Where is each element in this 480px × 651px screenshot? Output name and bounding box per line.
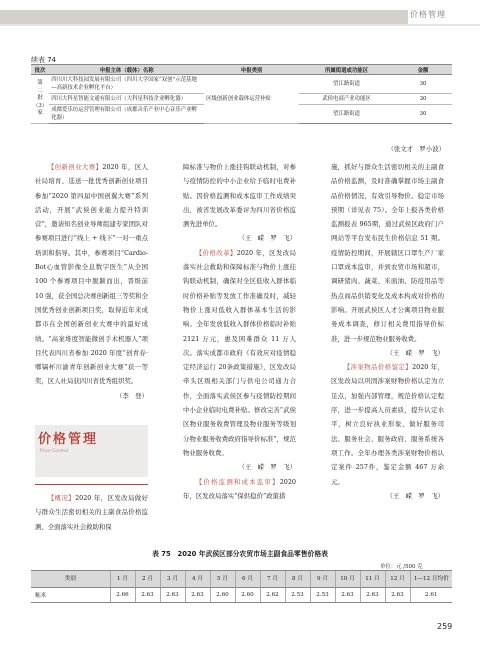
table75-value-cell: 2.63 (360, 588, 385, 603)
batch-char: 家 (37, 110, 43, 117)
article-price-appraisal (331, 360, 444, 489)
left-column-lower (35, 491, 148, 534)
table74-caption: 续表 74 (31, 56, 57, 64)
article-body: 2020 年，区人社局培育、选送一批优秀创新创业项目参加“2020 第四届中国创翼大赛”系列活动，开展“武侯创业能力提升特训营”，邀请知名创业导师组建专家团队对参赛项目进行“线上 + 线下”一对一重点培训和指导。其中，参赛项目“Cardio-Bot心血管影像全息数字医生”从全国100 个参赛项目中脱颖而出，晋级前 10 强，获全国总决赛创新组三等奖和全国优秀创业创新项目奖，取得近年来成都市在全国创新创业大赛中的最好成绩。“高案堆度智能微创手术机器人”项目代表四川省参加 2020 年度“创青春·郫镐杯川渝青年创新创业大赛”获一等奖，区人社局获四川省优秀组织奖。 (35, 163, 149, 386)
table75-value-cell: 2.63 (160, 588, 185, 603)
table75-col-month: 10 月 (335, 571, 360, 588)
table75-value-cell: 2.60 (210, 588, 235, 603)
table-row (31, 588, 452, 603)
section-tag: 【概况】 (47, 494, 76, 502)
article-body: 障标准与物价上涨挂钩联动机制，对参与疫情防控的中小企业给予临时电费补贴。因价格监测和成本监审工作成绩突出，被省发展改革委评为四川省价格监测先进单位。 (183, 163, 296, 229)
batch-char: 批 (37, 95, 43, 102)
section-guide-rule (35, 484, 148, 485)
table75-value-cell: 2.63 (385, 588, 410, 603)
table74-name-cell: 四川大科星智能文通有限公司（大科星科技企业孵化器） (49, 94, 204, 105)
table74-name-cell: 成都爱乐坊运营管理有限公司（成都音乐产业中心音乐产业孵化器） (49, 105, 204, 124)
table74-amount-cell: 30 (394, 75, 452, 94)
table74-batch-cell (31, 75, 49, 124)
batch-char: 二 (37, 87, 43, 94)
table75-col-month: 12 月 (385, 571, 410, 588)
table75-col-month: 2 月 (135, 571, 160, 588)
table75-header-row (31, 571, 452, 588)
table74-signature: （张文才 罗小波） (387, 145, 445, 153)
running-header (0, 0, 480, 28)
article-signature: （李 登） (116, 391, 148, 400)
table75-value-cell: 2.62 (260, 588, 285, 603)
article-signature: （王 嵘 罗 飞） (238, 463, 296, 472)
table75-value-cell: 2.63 (135, 588, 160, 603)
table75-value-cell: 2.66 (110, 588, 135, 603)
table75-category-cell: 籼米 (31, 588, 110, 603)
right-column (331, 160, 444, 503)
table75-col-category: 类别 (31, 571, 110, 588)
table74-amount-cell: 30 (394, 94, 452, 105)
table75-col-month: 8 月 (285, 571, 310, 588)
article-body: 施，抓好与群众生活密切相关的主副食品价格监测，及时准确掌握市场主副食品价格情况，有效引导物价。稳定市场预期（详见表 75）。全年上报各类价格监测报表 965期，通过武侯区政府门户网站等平台发布民生价格信息 51 期。疫情防控期间，开展辖区口罩生产厂家口罩成本监审，并到农贸市场和超市，调研猪肉、蔬菜、米面油、防疫用品等热点商品供销变化及成本构成对价格的影响。开展武侯区人才公寓项目物业服务成本调查，修订相关费用指导价标准，进一步规范物业服务收费。 (331, 163, 444, 343)
table75-caption: 表 75 2020 年武侯区部分农贸市场主副食品零售价格表 (152, 550, 328, 558)
section-guide-title: 价格管理 (38, 432, 99, 447)
batch-char: 第 (37, 80, 43, 87)
article-creative-contest (35, 160, 148, 389)
article-body: 2020 年，区发改局落实社会救助和保障标准与物价上涨挂钩联动机制，确保对全区低收入群体临时价格补贴等发放工作准确及时，减轻物价上涨对低收入群体基本生活的影响。全年发放低收入群体价格临时补贴 2121 万元，惠及困难群众 11 万人次。落实成都市政府《有效应对疫情稳定经济运行 20条政策措施》，区发改局牵头区级相关部门与供电公司通力合作，全面落实武侯区参与疫情防控期间中小企业临时电费补贴。修改完善“武侯区物业服务收费管理及物业服务等级划分物业服务收费政府指导价标准”，规范物业服务收费。 (183, 248, 296, 457)
table75-col-month: 11 月 (360, 571, 385, 588)
section-tag: 【价格改革】 (195, 248, 237, 257)
table75-value-cell: 2.63 (185, 588, 210, 603)
article-signature: （王 嵘 罗 飞） (386, 348, 444, 357)
table75-col-month: 9 月 (310, 571, 335, 588)
table74-district-cell: 望江路街道 (299, 105, 394, 124)
article-body: 2020 年，区发改局落实“保供稳价”政策措 (183, 477, 296, 500)
table74-district-cell: 武侯电商产业功能区 (299, 94, 394, 105)
table75-value-cell: 2.61 (410, 588, 452, 603)
table74-col-category: 申报类别 (204, 65, 299, 75)
article-price-reform (183, 246, 296, 460)
table75-col-month: 1 月 (110, 571, 135, 588)
table74-amount-cell: 30 (394, 105, 452, 124)
section-tag: 【创新创业大赛】 (47, 163, 103, 171)
header-bar (0, 10, 408, 24)
article-signature: （王 嵘 罗 飞） (386, 491, 444, 500)
table74-col-name: 申报主体（载体）名称 (49, 65, 204, 75)
article-price-monitoring (183, 475, 296, 504)
table74-col-district: 所属街道或功能区 (299, 65, 394, 75)
table75-value-cell: 2.53 (285, 588, 310, 603)
table74-name-cell: 四川川大科技园发展有限公司（四川大学国家“双创”示范基地—高新技术企业孵化平台） (49, 75, 204, 94)
section-tag: 【涉案物品价格鉴定】 (343, 363, 413, 372)
table74-category-cell: 区级创新创业载体运营补贴 (204, 75, 299, 124)
table75-value-cell: 2.63 (335, 588, 360, 603)
table74-header-row (31, 65, 452, 75)
table75-col-month: 7 月 (260, 571, 285, 588)
table75-col-month: 6 月 (235, 571, 260, 588)
section-guide-subtitle: Price Control (40, 449, 68, 454)
table75-col-month: 5 月 (210, 571, 235, 588)
article-signature: （王 嵘 罗 飞） (238, 234, 296, 243)
table74 (31, 64, 452, 124)
table75-col-month: 3 月 (160, 571, 185, 588)
table74-col-batch: 批次 (31, 65, 49, 75)
table-row (31, 75, 452, 94)
section-tag: 【价格监测和成本监审】 (195, 477, 280, 486)
article-overview (35, 491, 148, 534)
middle-column (183, 160, 296, 503)
table75-value-cell: 2.60 (235, 588, 260, 603)
left-column (35, 160, 148, 403)
header-rule (0, 24, 480, 26)
page-number: 259 (437, 622, 453, 631)
article-body: 2020 年，区发改局做好与群众生活密切相关的主副食品价格监测、全面落实社会救助和保 (35, 494, 149, 531)
table75-value-cell: 2.53 (310, 588, 335, 603)
table75-col-month: 4 月 (185, 571, 210, 588)
table75-col-average: 1—12 月均价 (410, 571, 452, 588)
table75 (31, 570, 452, 603)
table74-col-amount: 金额 (394, 65, 452, 75)
header-section-title: 价格管理 (410, 10, 446, 19)
table75-unit: 单位：元 /500 克 (380, 564, 423, 570)
article-body: 2020 年，区发改局以巩固涉案财物价格认定为立足点，加强内部管理，规范价格认定程序，进一步提高人员素质，提升认定水平，树立良好执业形象，做好服务司法、服务社会、服务政府、服务系统各项工作。全年办理各类涉案财物价格认定案件 257件，鉴定金额 467 万余元。 (331, 363, 445, 486)
table74-district-cell: 望江路街道 (299, 75, 394, 94)
batch-char: （3） (33, 102, 48, 109)
